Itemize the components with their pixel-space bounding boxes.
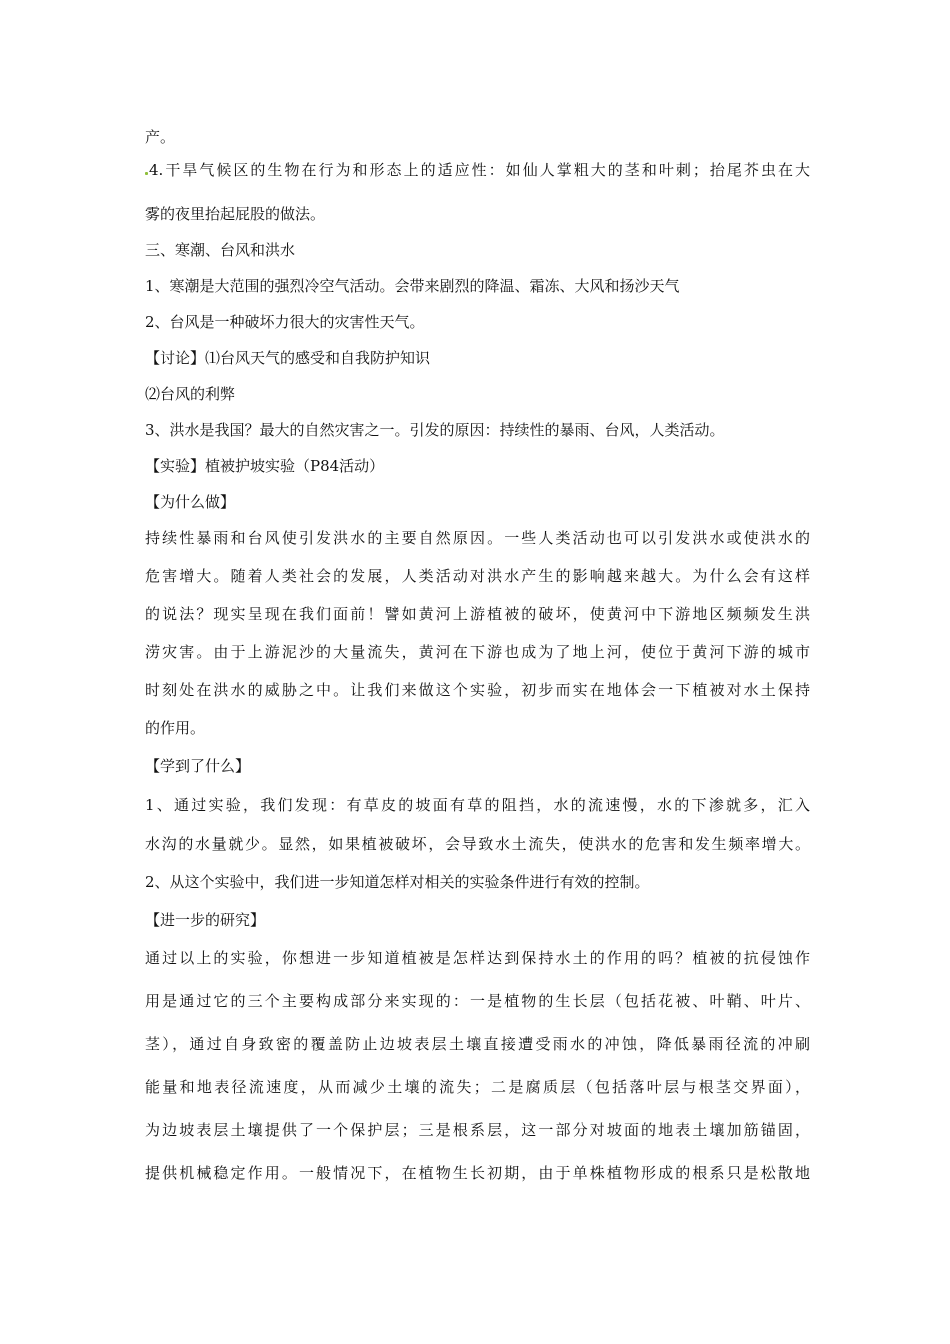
text-line-9: 3、洪水是我国？最大的自然灾害之一。引发的原因：持续性的暴雨、台风，人类活动。 <box>145 421 725 439</box>
text-line-1: 产。 <box>145 128 176 146</box>
text-line-14: 的说法？现实呈现在我们面前！譬如黄河上游植被的破坏，使黄河中下游地区频频发生洪 <box>145 605 810 623</box>
text-line-2-content: 4.干旱气候区的生物在行为和形态上的适应性：如仙人掌粗大的茎和叶刺；抬尾芥虫在大 <box>149 161 810 179</box>
text-line-5: 1、寒潮是大范围的强烈冷空气活动。会带来剧烈的降温、霜冻、大风和扬沙天气 <box>145 277 680 295</box>
text-line-22: 【进一步的研究】 <box>145 911 266 929</box>
text-line-11: 【为什么做】 <box>145 493 236 511</box>
text-line-8: ⑵台风的利弊 <box>145 385 236 403</box>
text-line-12: 持续性暴雨和台风使引发洪水的主要自然原因。一些人类活动也可以引发洪水或使洪水的 <box>145 529 810 547</box>
text-line-25: 茎），通过自身致密的覆盖防止边坡表层土壤直接遭受雨水的冲蚀，降低暴雨径流的冲刷 <box>145 1035 810 1053</box>
text-line-19: 1、通过实验，我们发现：有草皮的坡面有草的阻挡，水的流速慢，水的下渗就多，汇入 <box>145 796 810 814</box>
text-line-16: 时刻处在洪水的威胁之中。让我们来做这个实验，初步而实在地体会一下植被对水土保持 <box>145 681 810 699</box>
text-line-24: 用是通过它的三个主要构成部分来实现的：一是植物的生长层（包括花被、叶鞘、叶片、 <box>145 992 810 1010</box>
text-line-7: 【讨论】⑴台风天气的感受和自我防护知识 <box>145 349 431 367</box>
text-line-3: 雾的夜里抬起屁股的做法。 <box>145 205 326 223</box>
text-line-10: 【实验】植被护坡实验（P84活动） <box>145 457 385 475</box>
text-line-26: 能量和地表径流速度，从而减少土壤的流失；二是腐质层（包括落叶层与根茎交界面）， <box>145 1078 810 1096</box>
margin-mark-icon <box>145 172 148 175</box>
text-line-17: 的作用。 <box>145 719 206 737</box>
text-line-13: 危害增大。随着人类社会的发展，人类活动对洪水产生的影响越来越大。为什么会有这样 <box>145 567 810 585</box>
text-line-6: 2、台风是一种破坏力很大的灾害性天气。 <box>145 313 425 331</box>
text-line-20: 水沟的水量就少。显然，如果植被破坏，会导致水土流失，使洪水的危害和发生频率增大。 <box>145 835 810 853</box>
text-line-21: 2、从这个实验中，我们进一步知道怎样对相关的实验条件进行有效的控制。 <box>145 873 650 891</box>
text-line-27: 为边坡表层土壤提供了一个保护层；三是根系层，这一部分对坡面的地表土壤加筋锚固， <box>145 1121 810 1139</box>
text-line-28: 提供机械稳定作用。一般情况下，在植物生长初期，由于单株植物形成的根系只是松散地 <box>145 1164 810 1182</box>
text-line-23: 通过以上的实验，你想进一步知道植被是怎样达到保持水土的作用的吗？植被的抗侵蚀作 <box>145 949 810 967</box>
text-line-2 <box>145 160 810 180</box>
text-line-15: 涝灾害。由于上游泥沙的大量流失，黄河在下游也成为了地上河，使位于黄河下游的城市 <box>145 643 810 661</box>
section-heading: 三、寒潮、台风和洪水 <box>145 241 296 259</box>
text-line-18: 【学到了什么】 <box>145 757 251 775</box>
